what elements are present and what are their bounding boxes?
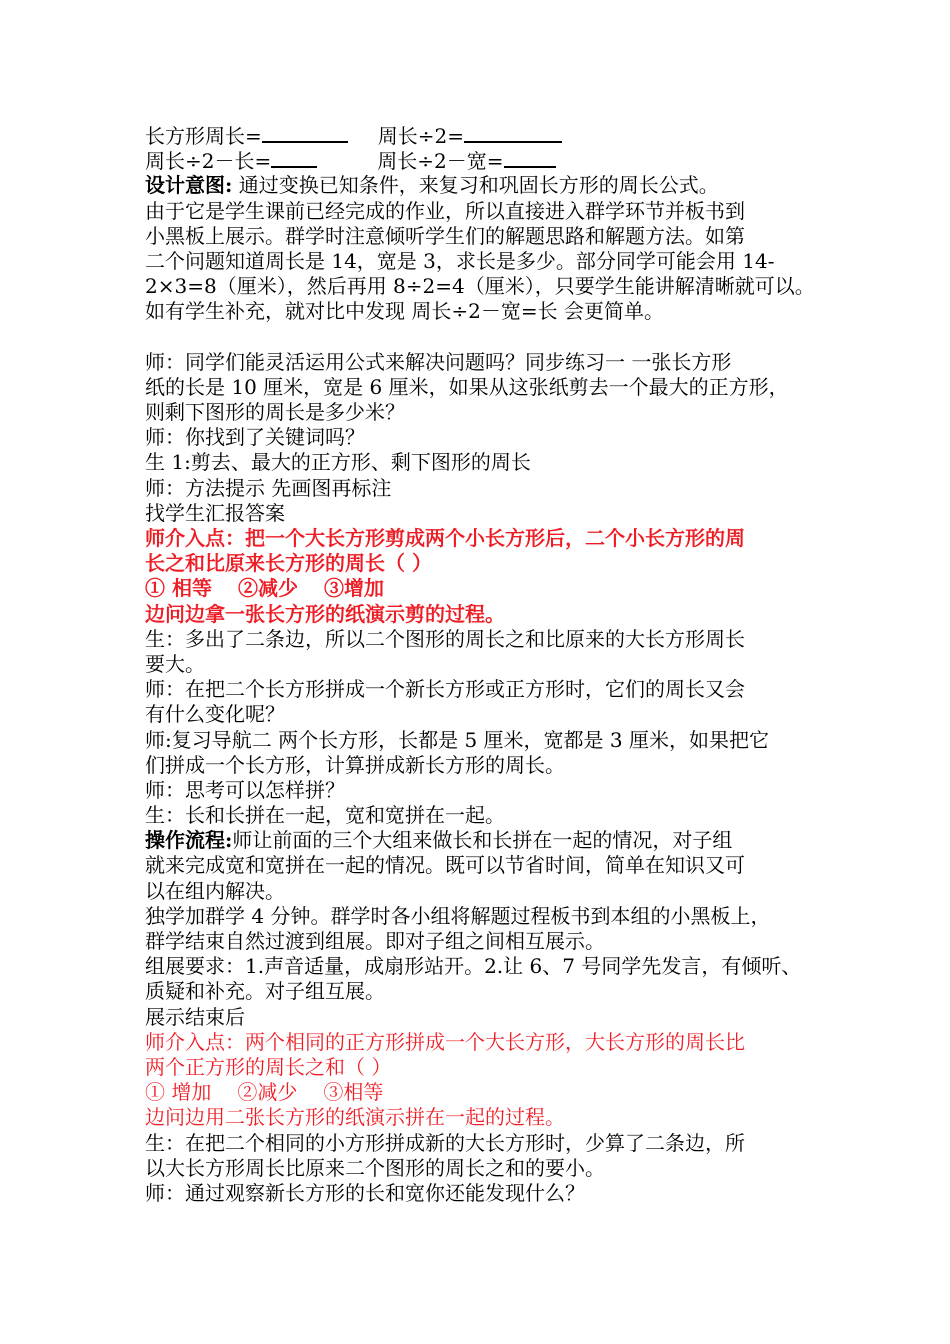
text-line: 质疑和补充。对子组互展。	[145, 979, 385, 1004]
formula-half-minus-length: 周长÷2－长=	[145, 149, 272, 174]
demo-instruction: 边问边用二张长方形的纸演示拼在一起的过程。	[145, 1105, 565, 1130]
text-line: 纸的长是 10 厘米，宽是 6 厘米，如果从这张纸剪去一个最大的正方形，	[145, 374, 789, 399]
design-intent-label: 设计意图:	[145, 173, 233, 198]
text-line: 找学生汇报答案	[145, 500, 285, 525]
text-line: 如有学生补充，就对比中发现 周长÷2－宽=长 会更简单。	[145, 299, 664, 324]
text-line: 生：在把二个相同的小方形拼成新的大长方形时，少算了二条边，所	[145, 1130, 745, 1155]
text-line: 生：长和长拼在一起，宽和宽拼在一起。	[145, 803, 505, 828]
text-line: 群学结束自然过渡到组展。即对子组之间相互展示。	[145, 929, 605, 953]
text-line: 要大。	[145, 651, 205, 676]
intervention-options	[145, 1080, 815, 1105]
paragraph-group-work	[145, 904, 815, 1030]
paragraph-discussion	[145, 627, 815, 829]
option: ②减少	[237, 1080, 298, 1105]
text-line: 二个问题知道周长是 14，宽是 3，求长是多少。部分同学可能会用 14-	[145, 248, 775, 273]
text-line: 小黑板上展示。群学时注意倾听学生们的解题思路和解题方法。如第	[145, 223, 745, 248]
option: ③增加	[323, 576, 384, 601]
paragraph-explanation	[145, 199, 815, 325]
text-line: 2×3=8（厘米），然后再用 8÷2=4（厘米），只要学生能讲解清晰就可以。	[145, 274, 815, 299]
intervention-line: 长之和比原来长方形的周长（ ）	[145, 551, 432, 576]
option: ③相等	[323, 1080, 384, 1105]
paragraph-exercise	[145, 350, 815, 526]
option: ① 相等	[145, 576, 212, 601]
operation-label: 操作流程:	[145, 828, 233, 853]
text-line: 则剩下图形的周长是多少米？	[145, 400, 405, 425]
formula-row-1	[145, 123, 815, 148]
operation-text: 师让前面的三个大组来做长和长拼在一起的情况，对子组	[232, 828, 733, 853]
text-line: 组展要求：1.声音适量，成扇形站开。2.让 6、7 号同学先发言，有倾听、	[145, 954, 802, 979]
answer-blank	[464, 123, 562, 143]
intervention-line: 师介入点：两个相同的正方形拼成一个大长方形，大长方形的周长比	[145, 1029, 745, 1054]
intervention-line: 两个正方形的周长之和（ ）	[145, 1054, 392, 1079]
text-line: 以在组内解决。	[145, 878, 285, 903]
text-line: 以大长方形周长比原来二个图形的周长之和的要小。	[145, 1155, 605, 1180]
demo-instruction: 边问边拿一张长方形的纸演示剪的过程。	[145, 601, 505, 626]
text-line: 展示结束后	[145, 1004, 245, 1029]
text-line: 有什么变化呢？	[145, 702, 285, 727]
formula-half-minus-width: 周长÷2－宽=	[377, 149, 504, 174]
design-intent-text: 通过变换已知条件，来复习和巩固长方形的周长公式。	[232, 173, 719, 198]
answer-blank	[271, 148, 317, 168]
text-line: 师:复习导航二 两个长方形，长都是 5 厘米，宽都是 3 厘米，如果把它	[145, 727, 769, 752]
formula-half-perimeter: 周长÷2=	[377, 124, 465, 148]
option: ②减少	[237, 576, 298, 601]
text-line: 师：思考可以怎样拼？	[145, 777, 345, 802]
text-line: 师：方法提示 先画图再标注	[145, 475, 392, 500]
text-line: 由于它是学生课前已经完成的作业，所以直接进入群学环节并板书到	[145, 198, 745, 223]
intervention-point-1	[145, 526, 815, 627]
text-line: 生 1:剪去、最大的正方形、剩下图形的周长	[145, 450, 531, 475]
text-line: 师：同学们能灵活运用公式来解决问题吗？同步练习一 一张长方形	[145, 349, 732, 374]
intervention-point-2	[145, 1030, 815, 1131]
document-body	[145, 123, 815, 1206]
operation-flow	[145, 828, 815, 904]
paragraph-conclusion	[145, 1131, 815, 1207]
intervention-options	[145, 576, 815, 601]
answer-blank	[504, 148, 556, 168]
option: ① 增加	[145, 1080, 212, 1105]
text-line	[145, 828, 815, 853]
text-line: 师：通过观察新长方形的长和宽你还能发现什么？	[145, 1180, 585, 1205]
text-line: 生：多出了二条边，所以二个图形的周长之和比原来的大长方形周长	[145, 626, 745, 651]
text-line: 们拼成一个长方形，计算拼成新长方形的周长。	[145, 752, 565, 777]
text-line: 就来完成宽和宽拼在一起的情况。既可以节省时间，简单在知识又可	[145, 853, 745, 878]
blank-line	[145, 325, 815, 350]
formula-row-2	[145, 148, 815, 173]
design-intent	[145, 173, 815, 198]
text-line: 独学加群学 4 分钟。群学时各小组将解题过程板书到本组的小黑板上，	[145, 903, 771, 928]
text-line: 师：你找到了关键词吗？	[145, 425, 365, 450]
text-line: 师：在把二个长方形拼成一个新长方形或正方形时，它们的周长又会	[145, 677, 745, 702]
intervention-line: 师介入点：把一个大长方形剪成两个小长方形后，二个小长方形的周	[145, 526, 745, 550]
answer-blank	[262, 123, 348, 143]
formula-rect-perimeter: 长方形周长=	[145, 124, 262, 148]
